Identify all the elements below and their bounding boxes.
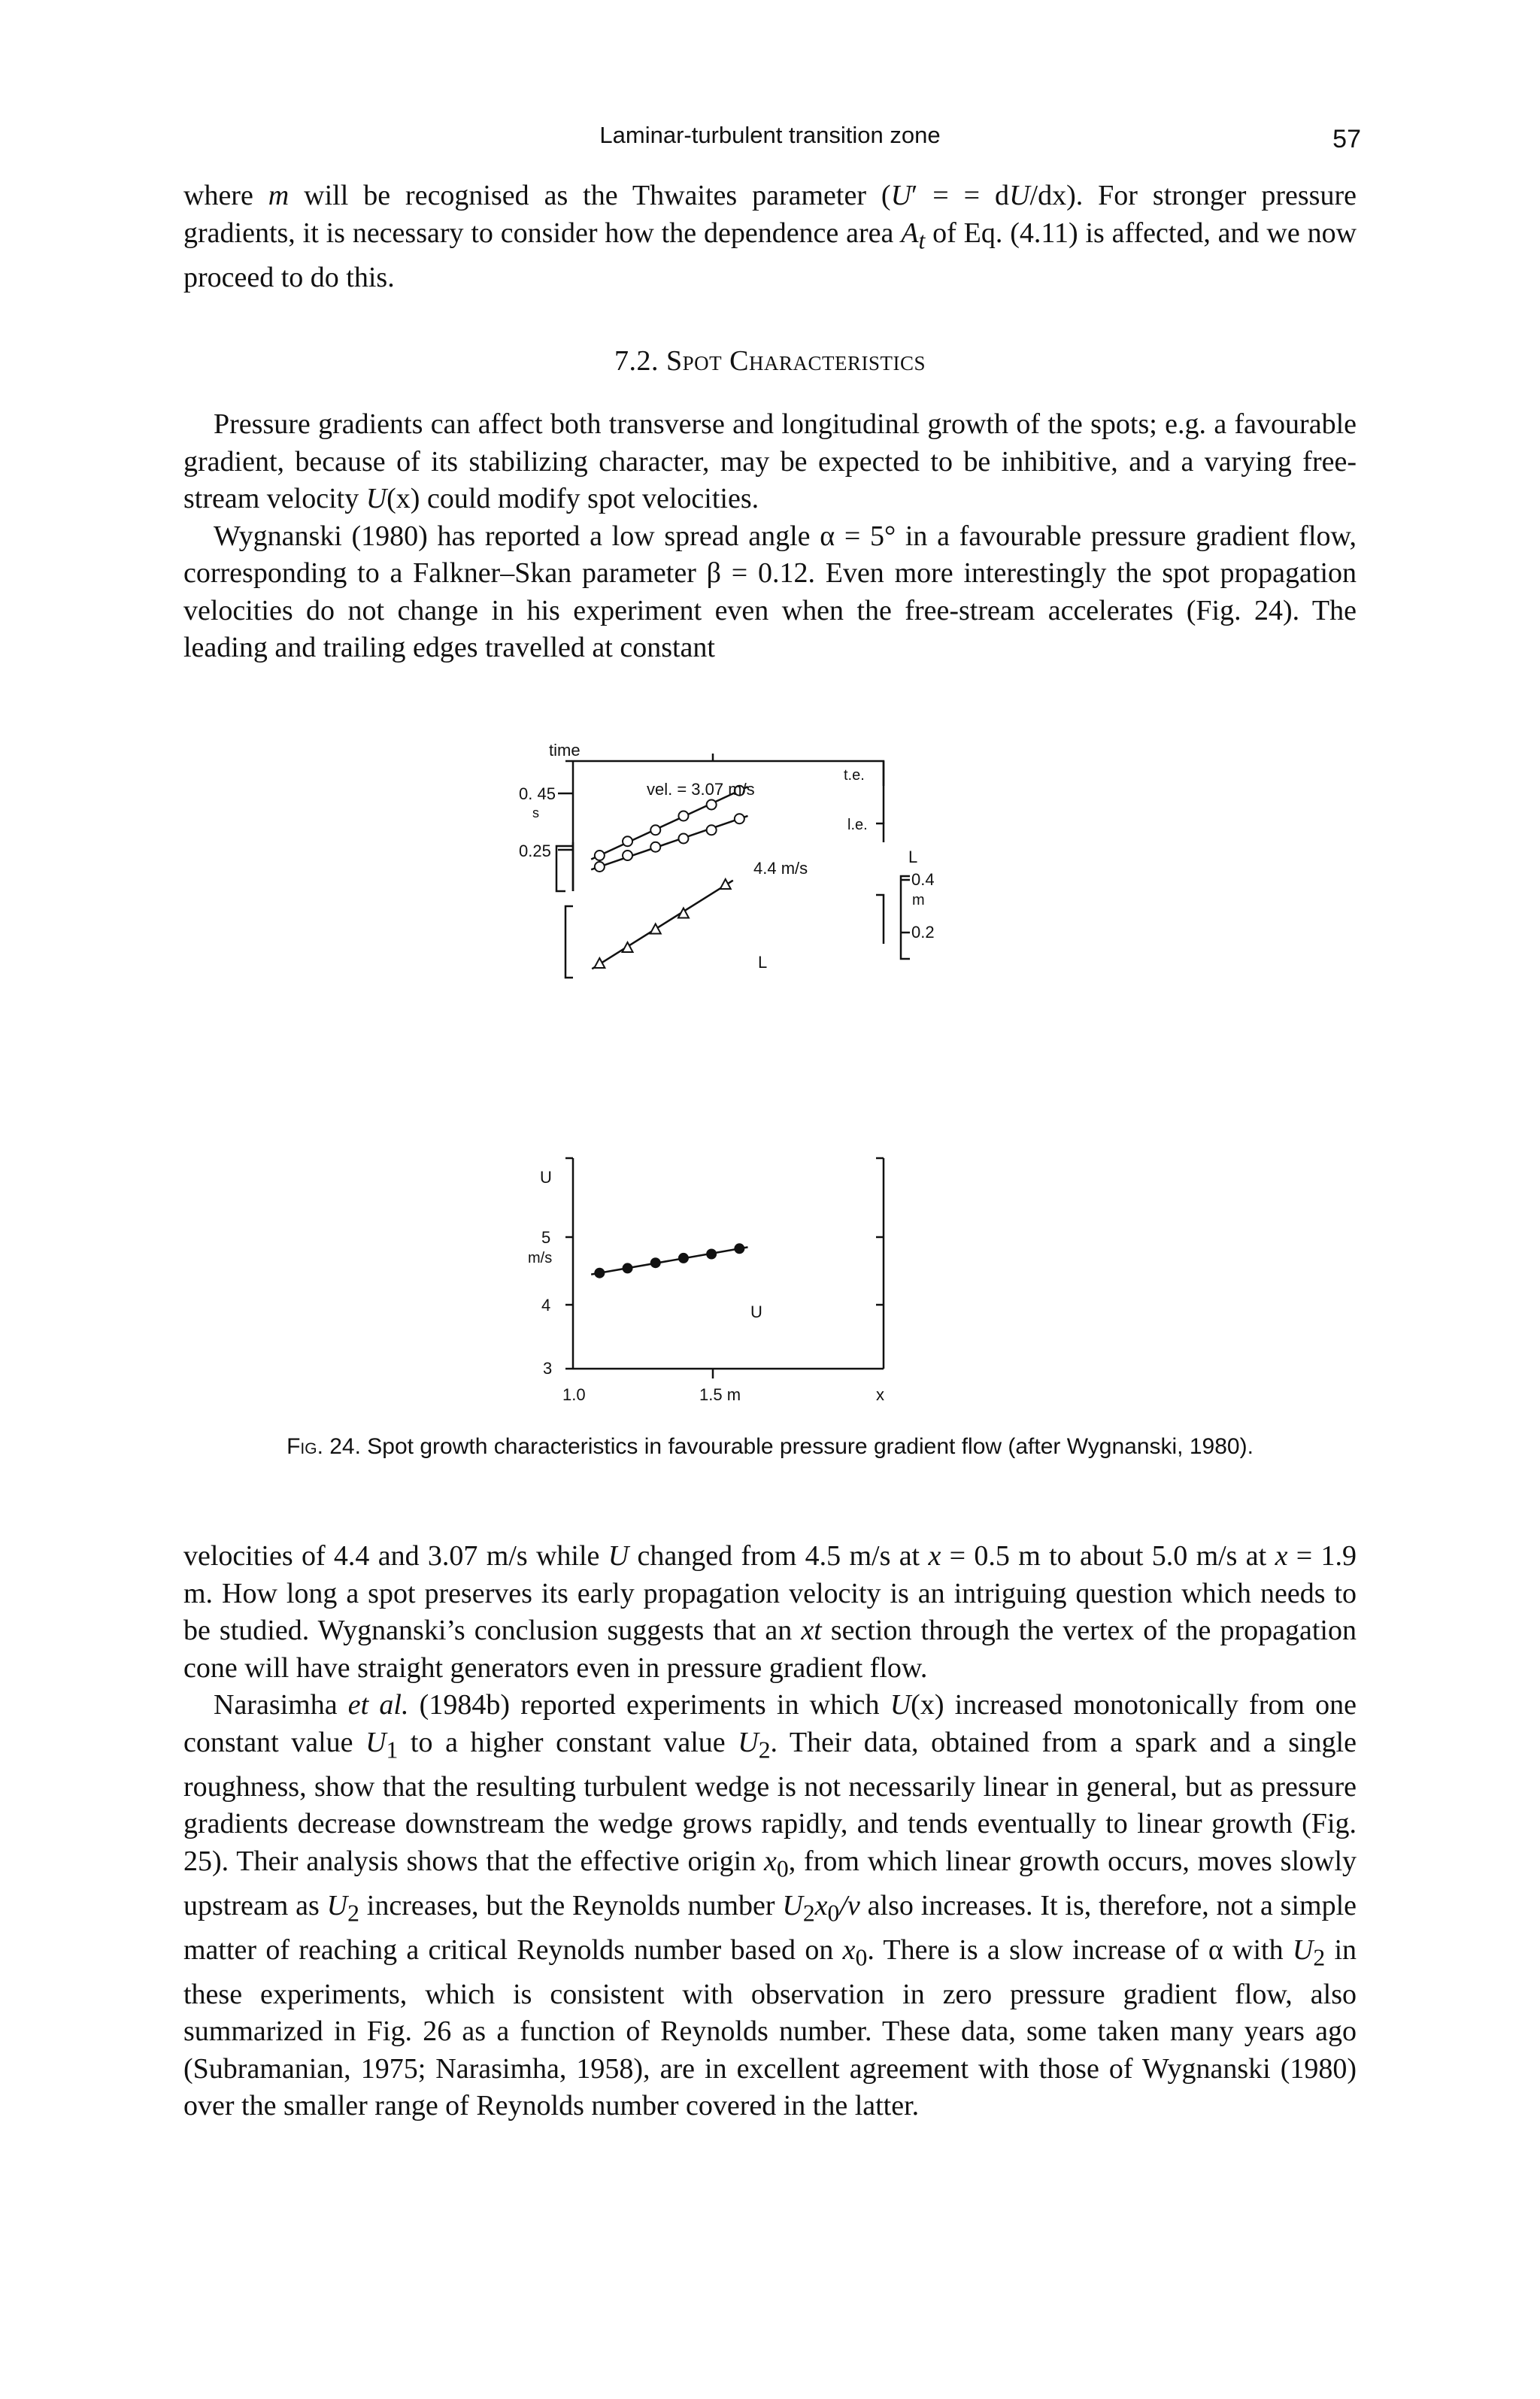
data-point-l-0 (594, 958, 605, 968)
subscript: 0 (827, 1900, 840, 1927)
running-head (0, 117, 1540, 155)
figure-caption (0, 1434, 1540, 1460)
symbol-x: x (928, 1540, 941, 1572)
data-point-te-0 (595, 851, 605, 860)
subscript: 0 (855, 1944, 868, 1971)
text-run: also increases. It is, therefore, not a simple matter of reaching a critical Reynolds number based on (183, 1889, 1357, 1966)
label-U-axis: U (540, 1168, 552, 1187)
subscript: 2 (347, 1900, 359, 1927)
data-point-l-2 (650, 924, 661, 934)
label-025: 0.25 (519, 842, 551, 860)
symbol-U: U (738, 1726, 759, 1758)
text-run: will be recognised as the Thwaites parameter ( (289, 180, 891, 211)
paragraph-pressure-gradients (183, 406, 1357, 518)
symbol-U: U (890, 180, 912, 211)
section-title: Spot Characteristics (665, 345, 926, 377)
paragraph-velocities (183, 1538, 1357, 1687)
data-point-u-0 (595, 1269, 604, 1278)
text-run: ′ = = d (911, 180, 1010, 211)
text-run: changed from 4.5 m/s at (629, 1540, 929, 1572)
symbol-x: x (814, 1889, 828, 1921)
data-point-te-2 (650, 825, 660, 835)
subscript: 2 (758, 1736, 771, 1764)
section-heading (0, 344, 1540, 378)
L-left-bracket (565, 906, 573, 978)
paragraph-thwaites (183, 177, 1357, 296)
data-point-le-2 (650, 842, 660, 852)
text-run: of Eq. (4.11) is affected, and we now proceed to do this. (183, 217, 1357, 293)
label-U5: 5 (541, 1228, 551, 1247)
symbol-nu: /ν (839, 1889, 860, 1921)
text-run: /dx). For stronger pressure gradients, it is necessary to consider how the dependence area (183, 180, 1357, 249)
caption-label: Fig. 24. (286, 1434, 361, 1459)
label-U3: 3 (543, 1359, 553, 1378)
label-L04: 0.4 (911, 870, 935, 889)
data-point-le-5 (735, 814, 744, 823)
text-run: section through the vertex of the propagation cone will have straight generators even in pressure gradient flow. (183, 1615, 1357, 1684)
subscript: 2 (802, 1900, 815, 1927)
data-point-u-4 (707, 1250, 716, 1259)
symbol-U: U (608, 1540, 629, 1572)
text-run: (x) increased monotonically from one constant value (183, 1689, 1357, 1758)
text-run: = 0.5 m to about 5.0 m/s at (941, 1540, 1275, 1572)
text-run: . Their data, obtained from a spark and a single roughness, show that the resulting turbulent wedge is not necessarily linear in general, but as pressure gradients decrease downstream the wedge grows rapidly, and tends eventually to linear growth (Fig. 25). Their analysis shows that the effective origin (183, 1726, 1357, 1877)
symbol-U: U (326, 1889, 348, 1921)
data-point-te-4 (707, 800, 717, 810)
label-L02: 0.2 (911, 923, 935, 942)
text-run: (x) could modify spot velocities. (387, 483, 759, 514)
symbol-U: U (365, 1726, 387, 1758)
text-run: . There is a slow increase of α with (867, 1933, 1293, 1966)
L-right-outer (901, 876, 910, 959)
label-time: time (549, 741, 581, 760)
running-title: Laminar-turbulent transition zone (599, 122, 941, 148)
paragraph-narasimha (183, 1687, 1357, 2125)
text-run: Narasimha (214, 1689, 348, 1721)
text-run: , from which linear growth occurs, moves slowly upstream as (183, 1845, 1357, 1921)
symbol-x: x (842, 1933, 856, 1966)
series-layer (591, 786, 747, 1278)
label-x: x (876, 1385, 884, 1403)
symbol-x: x (764, 1845, 777, 1877)
section-number: 7.2. (614, 345, 659, 377)
series-line-l (592, 881, 732, 969)
symbol-U: U (1292, 1933, 1314, 1966)
label-le: l.e. (847, 817, 868, 833)
text-run: in these experiments, which is consistent with observation in zero pressure gradient flow, also summarized in Fig. 26 as a function of Reynolds number. These data, some taken many years ago (Subramanian, 1975; Narasimha, 1958), are in excellent agreement with those of Wygnanski (1980) over the smaller range of Reynolds number covered in the latter. (183, 1933, 1357, 2122)
label-vel: vel. = 3.07 m/s (647, 780, 755, 799)
label-L-axis: L (908, 848, 918, 866)
data-point-u-3 (679, 1254, 688, 1263)
label-U-series: U (750, 1303, 762, 1321)
data-point-u-2 (651, 1258, 660, 1267)
subscript: 1 (386, 1736, 399, 1764)
text-run: = 1.9 m. How long a spot preserves its early propagation velocity is an intriguing question which needs to be studied. Wygnanski’s conclusion suggests that an (183, 1540, 1357, 1646)
text-run: where (183, 180, 268, 211)
figure-24 (519, 741, 985, 1403)
label-x15: 1.5 m (699, 1385, 741, 1403)
symbol-U: U (890, 1689, 911, 1721)
subscript: 2 (1313, 1944, 1326, 1971)
symbol-U: U (365, 483, 387, 514)
time-bracket (556, 846, 573, 891)
label-x10: 1.0 (562, 1385, 586, 1403)
frame-right-upper (876, 823, 884, 842)
label-te: t.e. (844, 767, 865, 784)
data-point-le-0 (595, 862, 605, 872)
subscript: 0 (776, 1855, 789, 1882)
symbol-A: A (901, 217, 919, 249)
label-L-series: L (758, 953, 768, 972)
paragraph-wygnanski: Wygnanski (1980) has reported a low spread angle α = 5° in a favourable pressure gradient flow, corresponding to a Falkner–Skan parameter β = 0.12. Even more interestingly the spot propagation velocities do not change in his experiment even when the free-stream accelerates (Fig. 24). The leading and trailing edges travelled at constant (183, 520, 1357, 663)
symbol-U: U (782, 1889, 803, 1921)
data-point-te-3 (678, 811, 688, 821)
symbol-x: x (1275, 1540, 1288, 1572)
spot-growth-chart (519, 741, 985, 1403)
data-point-le-3 (678, 834, 688, 844)
spot-characteristics-text (183, 406, 1357, 667)
data-point-l-4 (720, 879, 731, 889)
continuation-text (183, 1538, 1357, 2125)
label-44: 4.4 m/s (753, 859, 808, 878)
data-point-le-1 (623, 851, 632, 860)
text-et-al: et al. (347, 1689, 409, 1721)
label-s: s (532, 805, 539, 820)
symbol-U: U (1009, 180, 1030, 211)
text-run: (1984b) reported experiments in which (408, 1689, 890, 1721)
data-point-u-5 (735, 1244, 744, 1253)
series-line-u (591, 1247, 747, 1274)
label-ms: m/s (528, 1250, 553, 1266)
data-point-te-1 (623, 836, 632, 846)
label-m: m (912, 892, 925, 908)
symbol-m: m (268, 180, 290, 211)
data-point-le-4 (707, 825, 717, 835)
text-run: Pressure gradients can affect both transverse and longitudinal growth of the spots; e.g. a favourable gradient, because of its stabilizing character, may be expected to be inhibitive, and a varying free-stream velocity (183, 408, 1357, 514)
subscript-t: t (918, 227, 926, 254)
L-right-bracket (876, 895, 884, 944)
label-045: 0. 45 (519, 784, 556, 803)
text-run: velocities of 4.4 and 3.07 m/s while (183, 1540, 608, 1572)
intro-paragraph (183, 177, 1357, 296)
label-U4: 4 (541, 1296, 551, 1315)
data-point-u-1 (623, 1263, 632, 1272)
page-number: 57 (1332, 125, 1361, 153)
caption-text: Spot growth characteristics in favourable pressure gradient flow (after Wygnanski, 1980). (360, 1434, 1254, 1459)
symbol-xt: xt (801, 1615, 822, 1646)
text-run: increases, but the Reynolds number (359, 1889, 783, 1921)
text-run: to a higher constant value (398, 1726, 738, 1758)
